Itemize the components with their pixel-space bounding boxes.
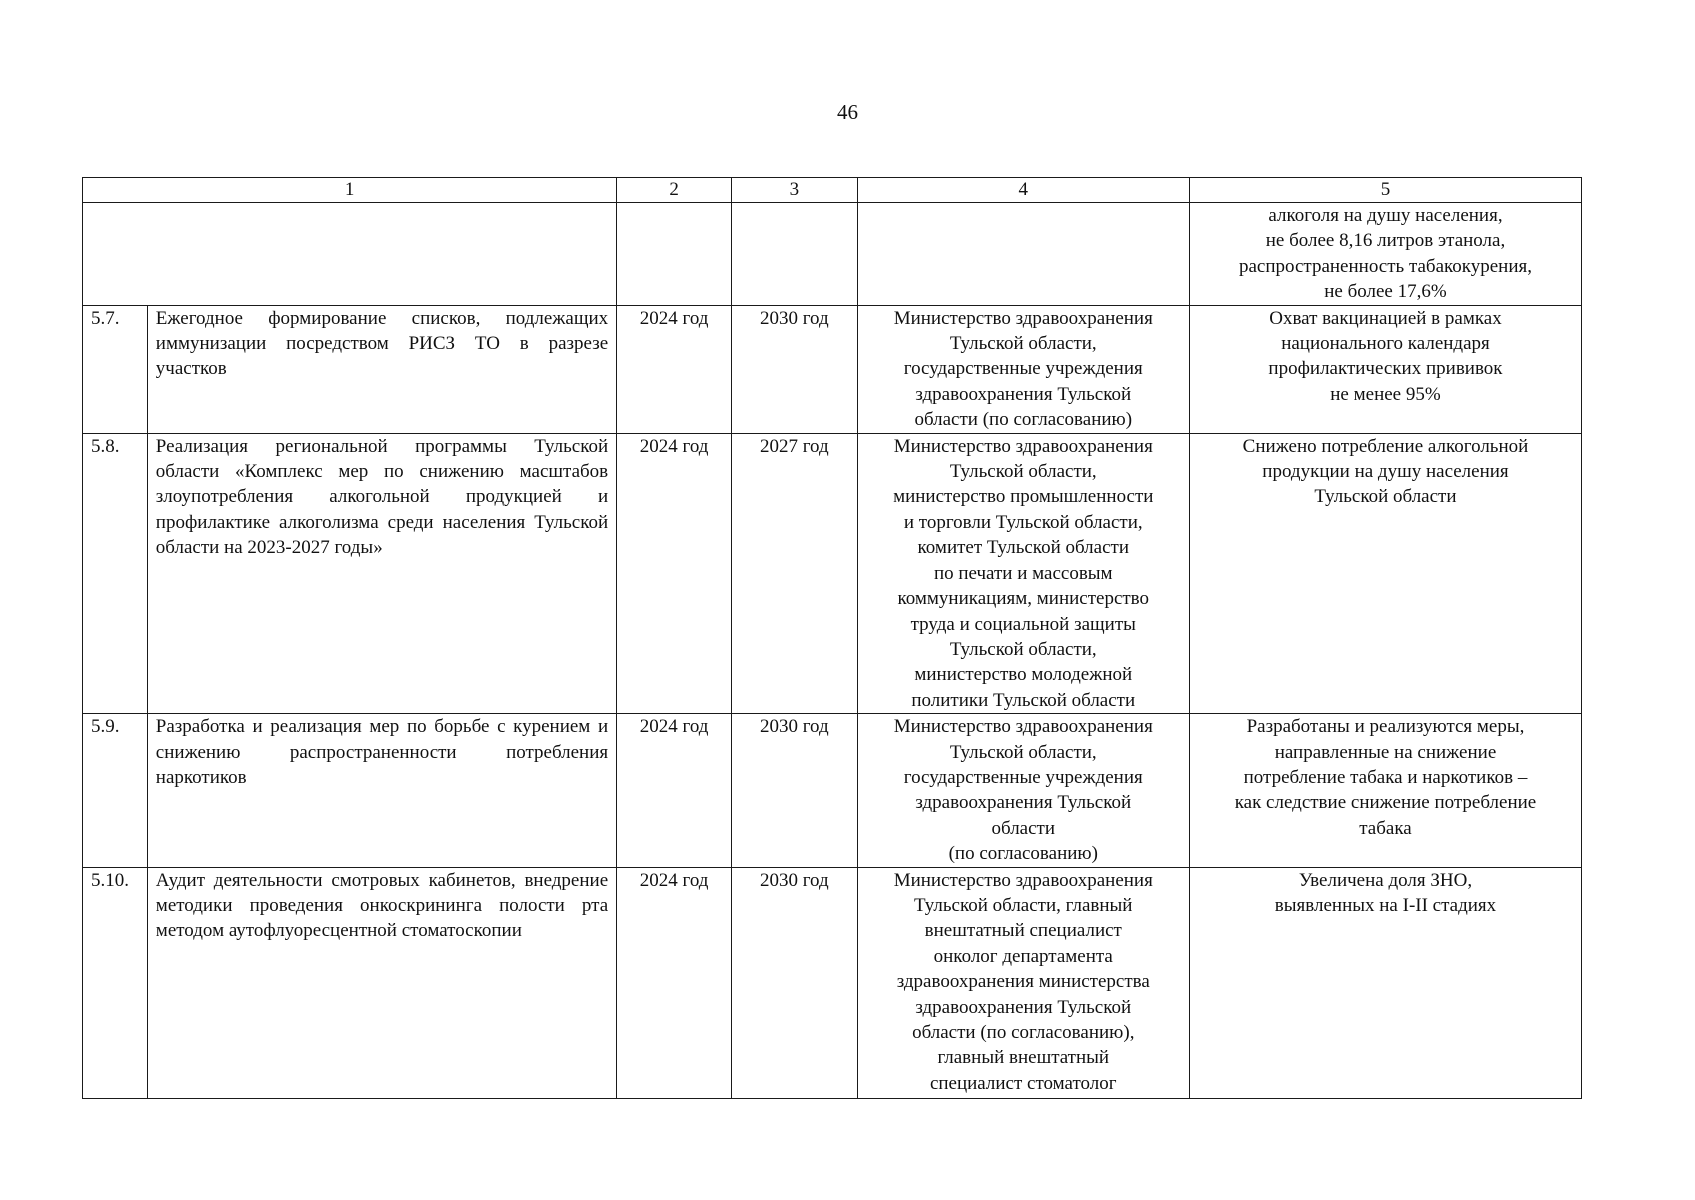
executor-line: онколог департамента <box>933 945 1113 967</box>
column-header-3: 3 <box>732 178 857 203</box>
row-number: 5.7. <box>83 305 148 433</box>
page-number: 46 <box>837 100 858 124</box>
result-line: национального календаря <box>1281 333 1490 355</box>
end-year: 2030 год <box>732 867 857 1098</box>
executor-line: комитет Тульской области <box>917 537 1130 559</box>
executor-line: Тульской области, <box>949 461 1097 483</box>
row-number: 5.9. <box>83 714 148 867</box>
executors-cell <box>857 305 1189 433</box>
result-line: Снижено потребление алкогольной <box>1242 435 1529 457</box>
executors-cell <box>857 714 1189 867</box>
result-line: Тульской области <box>1314 486 1457 508</box>
executor-line: Министерство здравоохранения <box>893 435 1153 457</box>
result-line: табака <box>1359 817 1412 839</box>
start-year: 2024 год <box>617 305 732 433</box>
row-number: 5.10. <box>83 867 148 1098</box>
result-line: не более 8,16 литров этанола, <box>1265 230 1506 252</box>
measure-name: Разработка и реализация мер по борьбе с курением и снижению распространенности потребления наркотиков <box>147 714 616 867</box>
result-line: алкоголя на душу населения, <box>1268 205 1503 226</box>
result-line: потребление табака и наркотиков – <box>1243 766 1528 788</box>
executor-line: политики Тульской области <box>911 689 1136 711</box>
result-line: Разработаны и реализуются меры, <box>1246 716 1525 738</box>
column-header-1: 1 <box>83 178 617 203</box>
executor-line: государственные учреждения <box>903 766 1143 788</box>
executor-line: Министерство здравоохранения <box>893 307 1153 329</box>
table-row-continuation <box>83 203 1582 306</box>
table-row <box>83 867 1582 1098</box>
executor-line: области (по согласованию), <box>912 1022 1135 1043</box>
header-row <box>83 178 1582 203</box>
result-line: профилактических прививок <box>1268 358 1503 380</box>
row-number: 5.8. <box>83 433 148 713</box>
executor-line: и торговли Тульской области, <box>903 511 1143 533</box>
result-line: не более 17,6% <box>1324 281 1447 303</box>
executors-cell <box>857 433 1189 713</box>
executor-line: министерство молодежной <box>914 664 1133 686</box>
executors-cell <box>857 867 1189 1098</box>
executor-line: здравоохранения министерства <box>896 971 1150 993</box>
executor-line: (по согласованию) <box>948 843 1098 865</box>
executor-line: здравоохранения Тульской <box>915 792 1132 814</box>
end-year: 2027 год <box>732 433 857 713</box>
executor-line: главный внештатный <box>937 1047 1110 1069</box>
measure-name: Ежегодное формирование списков, подлежащих иммунизации посредством РИСЗ ТО в разрезе участков <box>147 305 616 433</box>
executor-line: здравоохранения Тульской <box>915 383 1132 405</box>
result-line: распространенность табакокурения, <box>1238 255 1532 277</box>
executor-line: Министерство здравоохранения <box>893 716 1153 738</box>
result-line: Увеличена доля ЗНО, <box>1298 869 1473 891</box>
result-line: не менее 95% <box>1330 383 1441 405</box>
table-row <box>83 433 1582 713</box>
result-cell <box>1189 203 1581 306</box>
table-row <box>83 305 1582 433</box>
column-header-2: 2 <box>617 178 732 203</box>
result-line: направленные на снижение <box>1274 741 1497 763</box>
executor-line: области <box>991 817 1056 839</box>
executor-line: коммуникациям, министерство <box>897 588 1150 610</box>
column-header-5: 5 <box>1189 178 1581 203</box>
result-cell <box>1189 867 1581 1098</box>
executor-line: специалист стоматолог <box>929 1072 1117 1094</box>
executor-line: области (по согласованию) <box>914 409 1133 431</box>
executor-line: по печати и массовым <box>933 562 1113 584</box>
executor-line: Тульской области, главный <box>914 894 1133 916</box>
executor-line: Тульской области, <box>949 333 1097 355</box>
executor-line: внештатный специалист <box>924 920 1122 942</box>
result-cell <box>1189 433 1581 713</box>
column-header-4: 4 <box>857 178 1189 203</box>
start-year: 2024 год <box>617 433 732 713</box>
result-line: как следствие снижение потребление <box>1234 792 1537 814</box>
result-line: выявленных на I-II стадиях <box>1274 894 1497 916</box>
table-row <box>83 714 1582 867</box>
executor-line: Тульской области, <box>949 741 1097 763</box>
measure-name: Аудит деятельности смотровых кабинетов, внедрение методики проведения онкоскрининга полости рта методом аутофлуоресцентной стоматоскопии <box>147 867 616 1098</box>
start-year: 2024 год <box>617 867 732 1098</box>
result-line: Охват вакцинацией в рамках <box>1269 307 1502 329</box>
executor-line: Министерство здравоохранения <box>893 869 1153 891</box>
executor-line: труда и социальной защиты <box>910 613 1136 635</box>
cell-empty <box>617 203 732 306</box>
executor-line: Тульской области, <box>949 638 1097 660</box>
executor-line: министерство промышленности <box>893 486 1154 508</box>
executor-line: здравоохранения Тульской <box>915 996 1132 1018</box>
result-cell <box>1189 305 1581 433</box>
cell-empty <box>732 203 857 306</box>
result-cell <box>1189 714 1581 867</box>
cell-empty <box>83 203 617 306</box>
measure-name: Реализация региональной программы Тульской области «Комплекс мер по снижению масштабов злоупотребления алкогольной продукцией и профилактике алкоголизма среди населения Тульской области на 2023-2027 годы» <box>147 433 616 713</box>
start-year: 2024 год <box>617 714 732 867</box>
cell-empty <box>857 203 1189 306</box>
result-line: продукции на душу населения <box>1262 461 1509 483</box>
end-year: 2030 год <box>732 305 857 433</box>
measures-table <box>82 177 1582 1099</box>
end-year: 2030 год <box>732 714 857 867</box>
executor-line: государственные учреждения <box>903 358 1143 380</box>
